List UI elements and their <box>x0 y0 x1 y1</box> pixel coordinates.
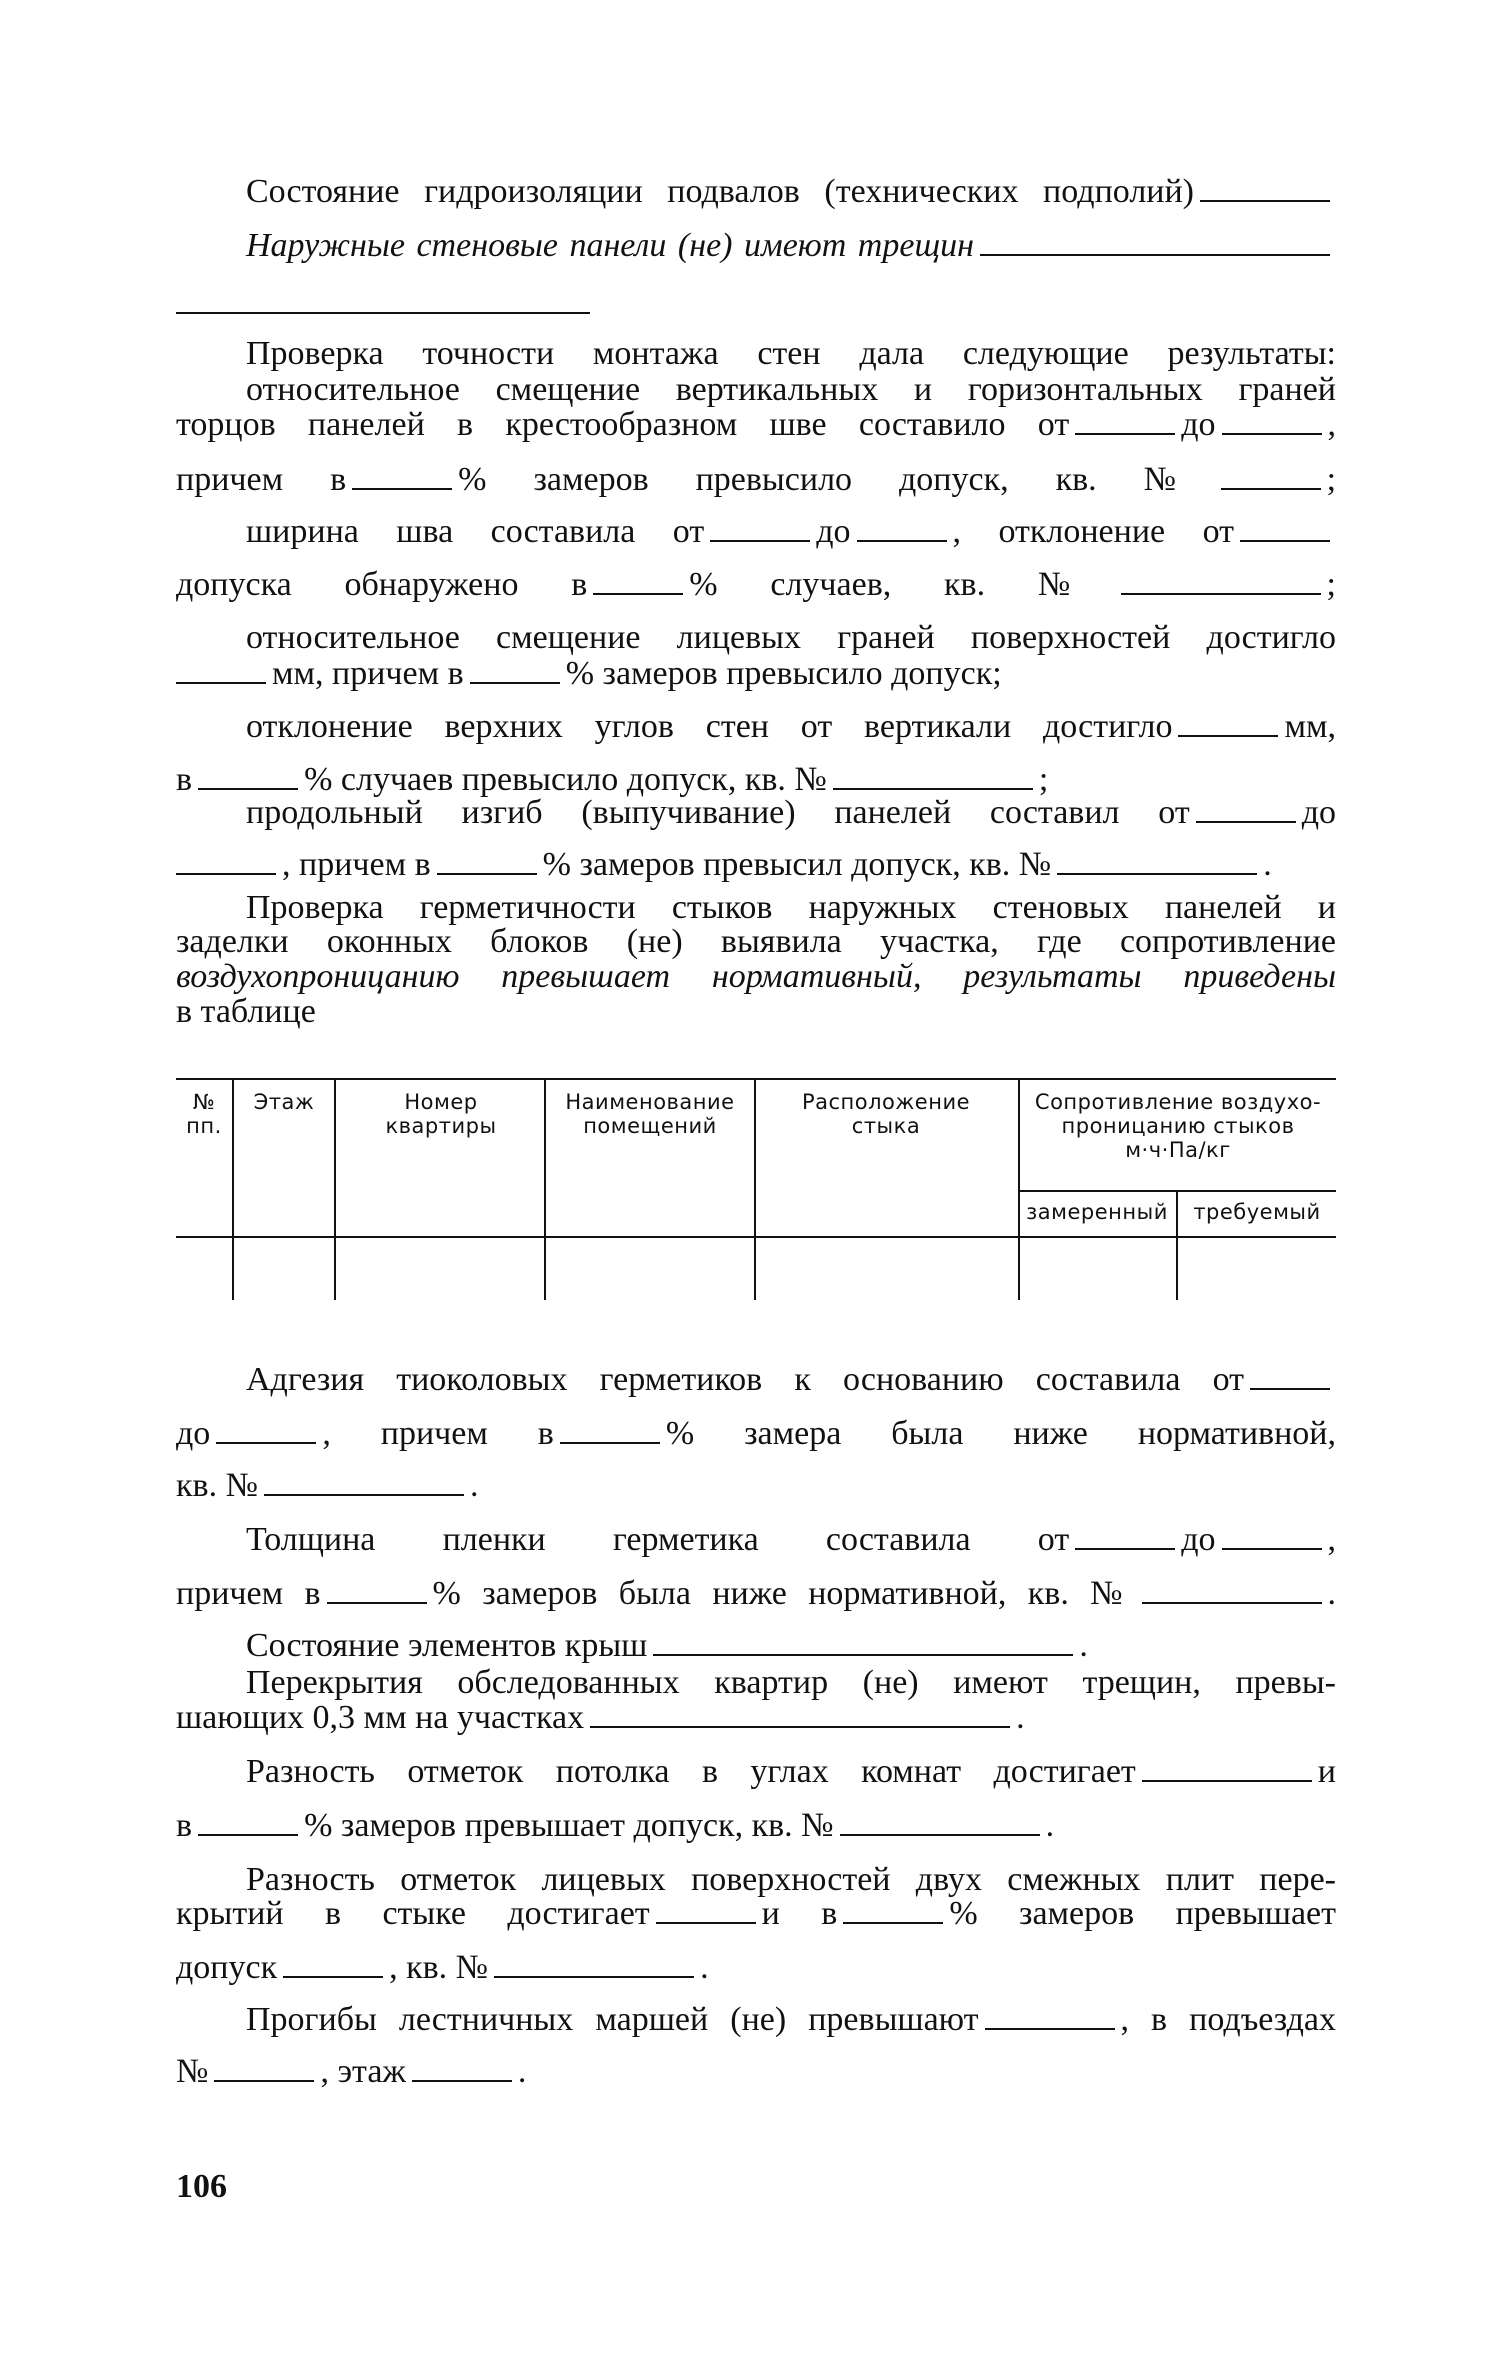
roof-elements-line: Состояние элементов крыш . <box>246 1627 1088 1664</box>
blank-field[interactable] <box>653 1626 1073 1656</box>
text: Проверка герметичности стыков наружных стеновых панелей и <box>246 889 1336 926</box>
table-header-bottom-border <box>176 1236 1336 1238</box>
text: шающих 0,3 мм на участках <box>176 1699 585 1736</box>
blank-field[interactable] <box>198 1806 298 1836</box>
text: Перекрытия обследованных квартир (не) имеют трещин, превы- <box>246 1664 1336 1701</box>
text: до <box>1181 1521 1216 1558</box>
text: % замеров превышает <box>949 1895 1336 1932</box>
blank-field[interactable] <box>1221 460 1321 490</box>
header-required: требуемый <box>1193 1200 1321 1224</box>
blank-field[interactable] <box>857 512 947 542</box>
blank-field[interactable] <box>352 460 452 490</box>
text: отклонение верхних углов стен от вертикали достигло <box>246 708 1173 745</box>
text: до <box>176 1415 211 1452</box>
blank-field[interactable] <box>216 1414 316 1444</box>
header-joint: Расположение стыка <box>801 1090 971 1138</box>
text: в <box>176 761 193 798</box>
table-top-border <box>176 1078 1336 1080</box>
blank-field[interactable] <box>1222 405 1322 435</box>
text: , причем в <box>322 1415 554 1452</box>
text: Состояние элементов крыш <box>246 1627 648 1664</box>
blank-field[interactable] <box>1222 1520 1322 1550</box>
header-measured: замеренный <box>1026 1200 1168 1224</box>
text: % замеров была ниже нормативной, кв. № <box>432 1575 1136 1612</box>
blank-field[interactable] <box>560 1414 660 1444</box>
text: % замеров превысило допуск; <box>565 655 1002 692</box>
tightness-line-2 <box>176 922 1336 962</box>
page-number: 106 <box>176 2168 227 2205</box>
header-num: № пп. <box>186 1090 222 1138</box>
table-col-divider <box>334 1078 336 1300</box>
text: причем в <box>176 1575 321 1612</box>
text: , этаж <box>320 2053 406 2090</box>
header-floor: Этаж <box>253 1090 315 1114</box>
text: до <box>1181 406 1216 443</box>
text: до <box>816 513 851 550</box>
text: Проверка точности монтажа стен дала следующие результаты: <box>246 335 1336 372</box>
film-thickness-line: Толщина пленки герметика составила от до , <box>246 1521 1336 1558</box>
text: и в <box>761 1895 838 1932</box>
blank-field[interactable] <box>843 1894 943 1924</box>
blank-field[interactable] <box>176 654 266 684</box>
cross-joint-line: торцов панелей в крестообразном шве составило от до , <box>176 406 1336 443</box>
adhesion-apartment-line: кв. № . <box>176 1467 479 1504</box>
joint-resistance-table <box>176 1078 1336 1300</box>
blank-field[interactable] <box>470 654 560 684</box>
blank-field[interactable] <box>283 1948 383 1978</box>
face-displacement-mm-line <box>176 654 1336 694</box>
text: % замеров превысило допуск, кв. № <box>458 461 1215 498</box>
ceiling-marks-line <box>246 1752 1336 1792</box>
blank-field[interactable] <box>985 2000 1115 2030</box>
blank-field[interactable] <box>1075 1520 1175 1550</box>
blank-field[interactable] <box>1196 793 1296 823</box>
text: допуск <box>176 1949 278 1986</box>
text: , причем в <box>282 846 431 883</box>
blank-field[interactable] <box>710 512 810 542</box>
buckling-line <box>246 793 1336 833</box>
text: , кв. № <box>389 1949 489 1986</box>
text: ширина шва составила от <box>246 513 705 550</box>
blank-field[interactable] <box>327 1574 427 1604</box>
slab-cracks-areas-line: шающих 0,3 мм на участках . <box>176 1699 1025 1736</box>
text: % замера была ниже нормативной, <box>665 1415 1336 1452</box>
slab-surfaces-tolerance-line: допуск , кв. № . <box>176 1949 709 1986</box>
text: причем в <box>176 461 347 498</box>
blank-field[interactable] <box>494 1948 694 1978</box>
blank-field[interactable] <box>656 1894 756 1924</box>
basement-waterproofing-line <box>246 172 1336 212</box>
ceiling-marks-percent-line: в % замеров превышает допуск, кв. № . <box>176 1807 1055 1844</box>
text: Адгезия тиоколовых герметиков к основанию составила от <box>246 1361 1244 1398</box>
blank-rule[interactable] <box>176 312 590 314</box>
blank-field[interactable] <box>437 845 537 875</box>
percent-exceed-line: причем в % замеров превысило допуск, кв. № ; <box>176 461 1337 498</box>
text: % случаев, кв. № <box>689 566 1115 603</box>
blank-field[interactable] <box>1250 1360 1330 1390</box>
tightness-line-4 <box>176 992 1336 1032</box>
text: % случаев превысило допуск, кв. № <box>304 761 827 798</box>
blank-field[interactable] <box>1057 845 1257 875</box>
header-resistance: Сопротивление воздухо-проницанию стыков м·ч·Па/кг <box>1034 1090 1322 1162</box>
wall-panels-cracks-line <box>246 226 1336 266</box>
face-displacement-line <box>246 618 1336 658</box>
adhesion-line <box>246 1360 1336 1400</box>
text: мм, <box>1284 708 1336 745</box>
blank-field[interactable] <box>590 1698 1010 1728</box>
blank-field[interactable] <box>1142 1574 1322 1604</box>
blank-field[interactable] <box>1121 565 1321 595</box>
blank-field[interactable] <box>1142 1752 1312 1782</box>
text: продольный изгиб (выпучивание) панелей составил от <box>246 794 1190 831</box>
text: % замеров превысил допуск, кв. № <box>542 846 1052 883</box>
text: , в подъездах <box>1120 2001 1336 2038</box>
tightness-line-3 <box>176 957 1336 997</box>
blank-field[interactable] <box>412 2052 512 2082</box>
text: допуска обнаружено в <box>176 566 588 603</box>
blank-field[interactable] <box>593 565 683 595</box>
blank-field[interactable] <box>1200 172 1330 202</box>
tolerance-cases-line: допуска обнаружено в % случаев, кв. № ; <box>176 566 1336 603</box>
text: воздухопроницанию превышает нормативный, результаты приведены <box>176 958 1336 995</box>
text: № <box>176 2053 209 2090</box>
text: относительное смещение лицевых граней поверхностей достигло <box>246 619 1336 656</box>
text: относительное смещение вертикальных и горизонтальных граней <box>246 371 1336 408</box>
text: Разность отметок потолка в углах комнат достигает <box>246 1753 1136 1790</box>
text: крытий в стыке достигает <box>176 1895 650 1932</box>
table-col-divider <box>754 1078 756 1300</box>
displacement-line <box>246 370 1336 410</box>
vertical-deviation-cases-line: в % случаев превысило допуск, кв. № ; <box>176 761 1049 798</box>
text: в <box>176 1807 193 1844</box>
stair-deflection-line <box>246 2000 1336 2040</box>
blank-field[interactable] <box>214 2052 314 2082</box>
slab-cracks-line <box>246 1663 1336 1703</box>
text: Прогибы лестничных маршей (не) превышают <box>246 2001 979 2038</box>
text: Разность отметок лицевых поверхностей двух смежных плит пере- <box>246 1861 1336 1898</box>
header-rooms: Наименование помещений <box>565 1090 735 1138</box>
text: % замеров превышает допуск, кв. № <box>304 1807 834 1844</box>
blank-field[interactable] <box>176 845 276 875</box>
film-thickness-percent-line: причем в % замеров была ниже нормативной, кв. № . <box>176 1575 1336 1612</box>
text: в таблице <box>176 993 316 1030</box>
text: Наружные стеновые панели (не) имеют трещин <box>246 227 974 264</box>
slab-surfaces-joint-line <box>176 1894 1336 1934</box>
header-apartment: Номер квартиры <box>385 1090 497 1138</box>
text: и <box>1317 1753 1336 1790</box>
installation-accuracy-line <box>246 334 1336 374</box>
blank-field[interactable] <box>264 1466 464 1496</box>
text: кв. № <box>176 1467 259 1504</box>
blank-field[interactable] <box>1240 512 1330 542</box>
text: , отклонение от <box>952 513 1234 550</box>
blank-field[interactable] <box>833 760 1033 790</box>
text: Состояние гидроизоляции подвалов (технических подполий) <box>246 173 1194 210</box>
blank-field[interactable] <box>1178 707 1278 737</box>
vertical-deviation-line <box>246 707 1336 747</box>
text: Толщина пленки герметика составила от <box>246 1521 1070 1558</box>
text: до <box>1301 794 1336 831</box>
stair-entrance-line: № , этаж . <box>176 2053 527 2090</box>
buckling-cases-line: , причем в % замеров превысил допуск, кв. № . <box>176 845 1336 885</box>
text: заделки оконных блоков (не) выявила участка, где сопротивление <box>176 923 1336 960</box>
text: мм, причем в <box>272 655 464 692</box>
blank-field[interactable] <box>840 1806 1040 1836</box>
joint-width-line <box>246 512 1336 552</box>
table-col-divider <box>1018 1078 1020 1300</box>
blank-field[interactable] <box>980 226 1330 256</box>
text: торцов панелей в крестообразном шве составило от <box>176 406 1070 443</box>
blank-field[interactable] <box>1075 405 1175 435</box>
blank-field[interactable] <box>198 760 298 790</box>
adhesion-percent-line <box>176 1414 1336 1454</box>
